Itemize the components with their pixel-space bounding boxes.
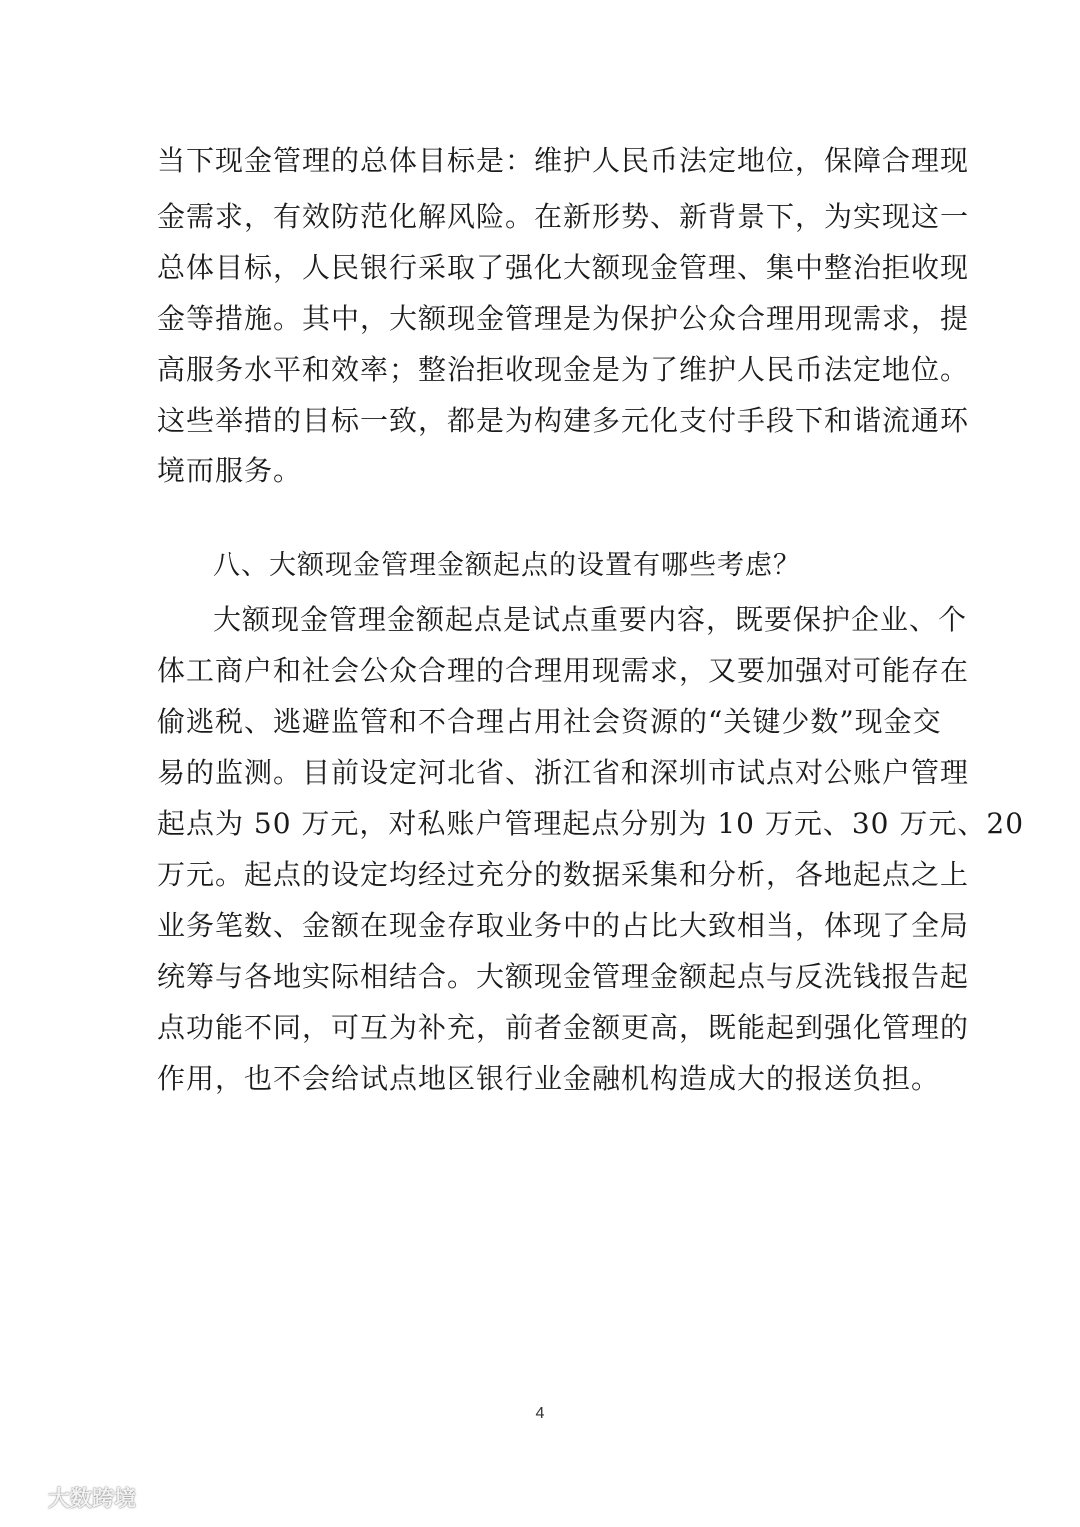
paragraph-2-line: 大额现金管理金额起点是试点重要内容，既要保护企业、个: [213, 603, 968, 636]
paragraph-1-line: 境而服务。: [157, 454, 303, 487]
paragraph-1-line: 高服务水平和效率；整治拒收现金是为了维护人民币法定地位。: [157, 353, 970, 386]
paragraph-2-line: 万元。起点的设定均经过充分的数据采集和分析，各地起点之上: [157, 858, 970, 891]
section-heading: 八、大额现金管理金额起点的设置有哪些考虑？: [213, 550, 801, 581]
paragraph-1-line: 总体目标，人民银行采取了强化大额现金管理、集中整治拒收现: [157, 251, 970, 284]
weibo-logo-icon: [10, 1484, 44, 1512]
paragraph-2-line: 偷逃税、逃避监管和不合理占用社会资源的“关键少数”现金交: [157, 705, 942, 738]
paragraph-1-line: 金等措施。其中，大额现金管理是为保护公众合理用现需求，提: [157, 302, 970, 335]
paragraph-2-line: 业务笔数、金额在现金存取业务中的占比大致相当，体现了全局: [157, 909, 970, 942]
paragraph-2-line: 体工商户和社会公众合理的合理用现需求，又要加强对可能存在: [157, 654, 970, 687]
page-number: 4: [535, 1405, 545, 1422]
paragraph-1-line: 金需求，有效防范化解风险。在新形势、新背景下，为实现这一: [157, 200, 970, 233]
paragraph-1-line: 这些举措的目标一致，都是为构建多元化支付手段下和谐流通环: [157, 404, 970, 437]
watermark: [10, 1482, 136, 1513]
paragraph-2-line: 起点为 50 万元，对私账户管理起点分别为 10 万元、30 万元、20: [157, 807, 1025, 840]
paragraph-2-line: 作用，也不会给试点地区银行业金融机构造成大的报送负担。: [157, 1062, 941, 1095]
paragraph-2-line: 易的监测。目前设定河北省、浙江省和深圳市试点对公账户管理: [157, 756, 970, 789]
paragraph-2-line: 统筹与各地实际相结合。大额现金管理金额起点与反洗钱报告起: [157, 960, 970, 993]
paragraph-2-line: 点功能不同，可互为补充，前者金额更高，既能起到强化管理的: [157, 1011, 970, 1044]
paragraph-1-line: 当下现金管理的总体目标是：维护人民币法定地位，保障合理现: [157, 144, 970, 177]
watermark-text: 大数跨境: [48, 1487, 137, 1512]
